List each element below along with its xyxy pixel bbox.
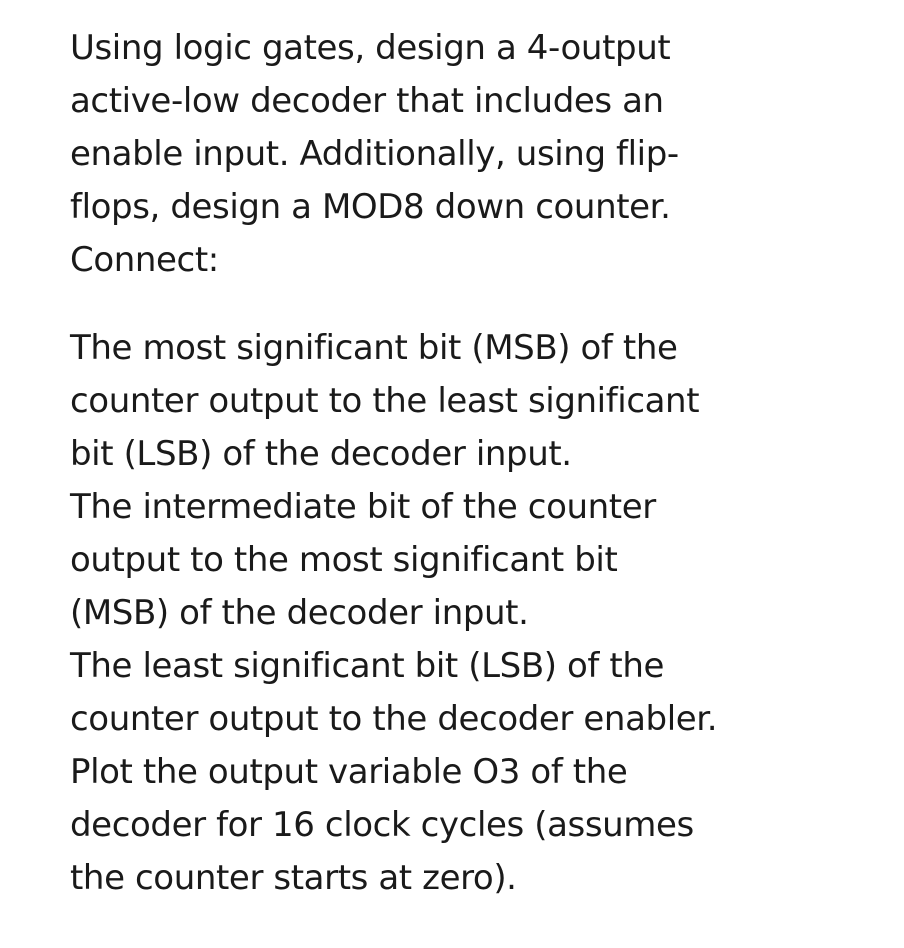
text-line: output to the most significant bit [70,540,618,580]
text-line: counter output to the least significant [70,381,700,421]
text-line: flops, design a MOD8 down counter. [70,187,671,227]
text-line: Plot the output variable O3 of the [70,752,628,792]
text-line: (MSB) of the decoder input. [70,593,529,633]
connections-paragraph [70,322,870,905]
text-line: Connect: [70,240,219,280]
paragraph-gap [70,287,870,322]
text-line: decoder for 16 clock cycles (assumes [70,805,694,845]
text-line: The most significant bit (MSB) of the [70,328,678,368]
text-line: The intermediate bit of the counter [70,487,656,527]
question-text [70,22,870,905]
text-line: Using logic gates, design a 4-output [70,28,671,68]
text-line: active-low decoder that includes an [70,81,664,121]
intro-paragraph [70,22,870,287]
text-line: The least significant bit (LSB) of the [70,646,664,686]
text-line: enable input. Additionally, using flip- [70,134,679,174]
text-line: bit (LSB) of the decoder input. [70,434,572,474]
text-line: the counter starts at zero). [70,858,517,898]
text-line: counter output to the decoder enabler. [70,699,718,739]
